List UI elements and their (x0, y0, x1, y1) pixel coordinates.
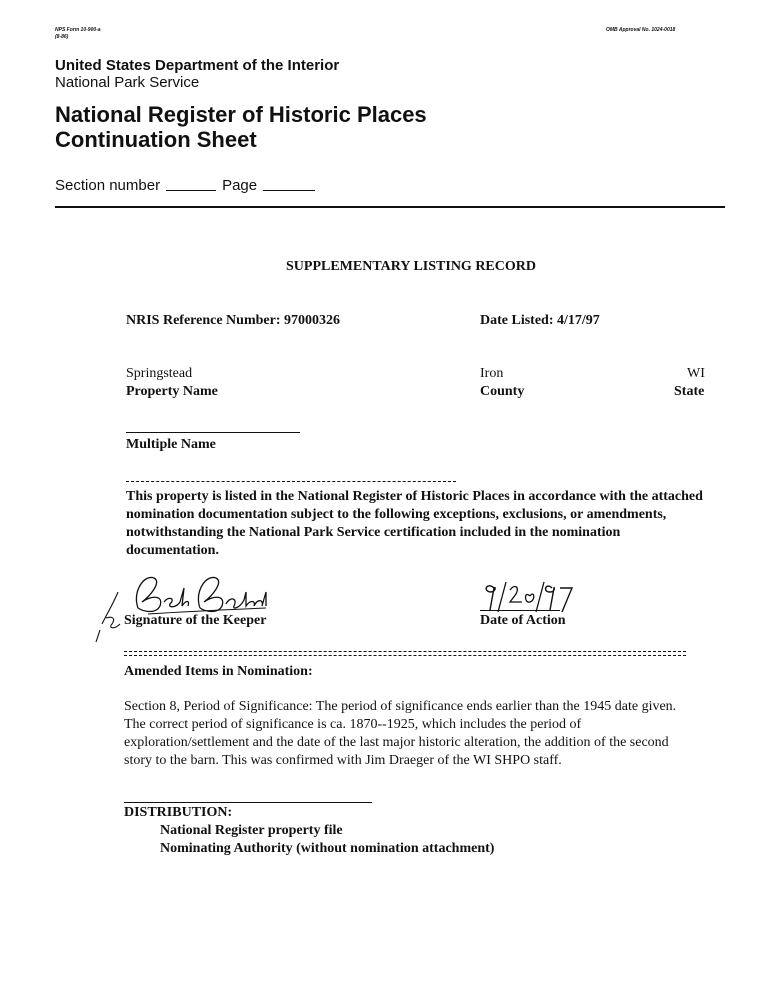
action-date-blank (480, 610, 560, 611)
distribution-item: Nominating Authority (without nomination attachment) (160, 841, 495, 856)
title-line-1: National Register of Historic Places (55, 102, 427, 127)
form-number: NPS Form 10-900-a (55, 27, 101, 33)
amended-text: Section 8, Period of Significance: The period of significance ends earlier than the 1945 date given. The correct period of significance is ca. 1870--1925, which includes the period of exploration/settlement and the date of the last major historic alteration, the addition of the second story to the barn. This was confirmed with Jim Draeger of the WI SHPO staff. (124, 699, 677, 768)
section-number-blank (166, 190, 216, 191)
keeper-signature (88, 562, 288, 648)
distribution-heading: DISTRIBUTION: (124, 805, 233, 820)
page-blank (263, 190, 315, 191)
property-name-value: Springstead (126, 366, 193, 381)
nris-reference: NRIS Reference Number: 97000326 (126, 313, 340, 328)
multiple-name-blank (126, 432, 300, 433)
distribution-rule (124, 802, 372, 803)
distribution-item: National Register property file (160, 823, 343, 838)
state-value: WI (687, 366, 705, 381)
state-label: State (674, 384, 705, 399)
header-rule (55, 206, 725, 208)
section-page-line (55, 177, 321, 194)
amended-heading: Amended Items in Nomination: (124, 664, 313, 679)
date-listed: Date Listed: 4/17/97 (480, 313, 600, 328)
listing-statement: This property is listed in the National Register of Historic Places in accordance with the attached nomination documentation subject to the following exceptions, exclusions, or amendments, notwithstanding the National Park Service certification included in the nomination documentation. (126, 489, 703, 558)
county-value: Iron (480, 366, 504, 381)
page-label: Page (222, 177, 258, 194)
multiple-name-label: Multiple Name (126, 437, 216, 452)
form-date: (8-86) (55, 34, 69, 40)
record-heading: SUPPLEMENTARY LISTING RECORD (286, 259, 536, 274)
title-line-2: Continuation Sheet (55, 127, 257, 152)
dashed-separator (126, 481, 456, 482)
omb-approval: OMB Approval No. 1024-0018 (606, 27, 676, 33)
signature-label: Signature of the Keeper (124, 613, 267, 628)
property-name-label: Property Name (126, 384, 218, 399)
county-label: County (480, 384, 525, 399)
section-number-label: Section number (55, 177, 161, 194)
department-name: United States Department of the Interior (55, 57, 340, 74)
service-name: National Park Service (55, 74, 200, 91)
action-date-label: Date of Action (480, 613, 566, 628)
action-date-handwritten (480, 578, 580, 618)
double-separator (124, 651, 686, 656)
